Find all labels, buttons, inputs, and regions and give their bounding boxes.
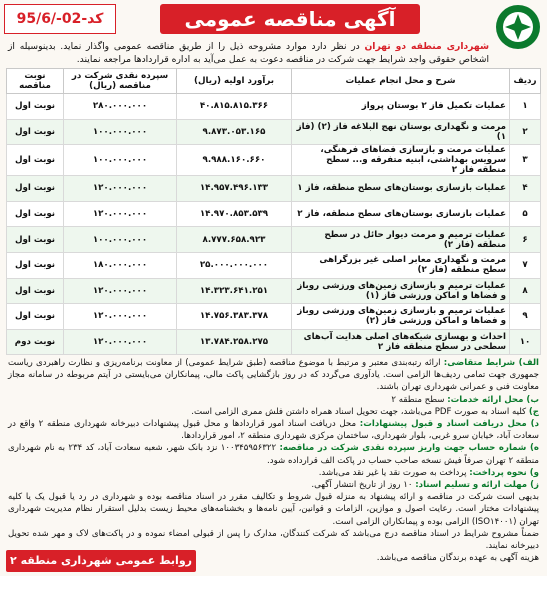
row-estimate: ۹.۹۸۸.۱۶۰.۶۶۰ [177, 145, 292, 176]
tender-table [6, 68, 541, 355]
terms-section [8, 357, 539, 564]
row-description: عملیات بازسازی بوستان‌های سطح منطقه، فاز ۱ [292, 176, 510, 202]
row-deposit: ۱۲۰.۰۰۰.۰۰۰ [64, 201, 177, 227]
row-index: ۶ [510, 227, 541, 253]
table-row [7, 94, 541, 120]
table-row [7, 329, 541, 355]
row-index: ۳ [510, 145, 541, 176]
term-heading: ب) محل ارائه خدمات: [447, 394, 539, 405]
row-deposit: ۲۸۰.۰۰۰.۰۰۰ [64, 94, 177, 120]
term-item [8, 394, 539, 406]
term-item [8, 467, 539, 479]
table-body [7, 94, 541, 355]
row-deposit: ۱۸۰.۰۰۰.۰۰۰ [64, 252, 177, 278]
row-estimate: ۲۵.۰۰۰.۰۰۰.۰۰۰ [177, 252, 292, 278]
term-item [8, 418, 539, 442]
table-row [7, 176, 541, 202]
row-round: نوبت اول [7, 304, 64, 330]
intro-paragraph [8, 40, 489, 66]
row-index: ۱ [510, 94, 541, 120]
row-index: ۵ [510, 201, 541, 227]
row-estimate: ۱۳.۷۸۴.۲۵۸.۲۷۵ [177, 329, 292, 355]
organization-name: شهرداری منطقه دو تهران [364, 41, 489, 52]
row-estimate: ۱۴.۷۵۶.۳۸۳.۳۷۸ [177, 304, 292, 330]
row-description: عملیات مرمت و بازسازی فضاهای فرهنگی، سرویس بهداشتی، ابنیه متفرقه و... سطح منطقه فاز ۲ [292, 145, 510, 176]
term-heading: و) نحوه پرداخت: [469, 467, 539, 478]
row-deposit: ۱۲۰.۰۰۰.۰۰۰ [64, 329, 177, 355]
term-text: ۱۰۰۳۴۵۹۵۶۳۲۲ نزد بانک شهر، شعبه سعادت آباد، کد ۲۳۴ به نام شهرداری منطقه ۲ تهران صرفاً فیش نسخه صاحب حساب در پاکت الف قرارداده شود. [8, 443, 539, 466]
term-item [8, 491, 539, 528]
header-deposit: سپرده نقدی شرکت در مناقصه (ریال) [64, 69, 177, 94]
row-round: نوبت اول [7, 227, 64, 253]
row-deposit: ۱۲۰.۰۰۰.۰۰۰ [64, 176, 177, 202]
row-description: عملیات ترمیم و مرمت دیوار حائل در سطح منطقه (فاز ۲) [292, 227, 510, 253]
table-row [7, 252, 541, 278]
row-estimate: ۹.۸۷۳.۰۵۳.۱۶۵ [177, 119, 292, 145]
row-description: احداث و بهسازی شبکه‌های اصلی هدایت آب‌های سطحی در سطح منطقه فاز ۲ [292, 329, 510, 355]
header-round: نوبت مناقصه [7, 69, 64, 94]
row-estimate: ۱۴.۳۲۳.۶۴۱.۲۵۱ [177, 278, 292, 304]
term-text: هزینه آگهی به عهده برندگان مناقصه می‌باشد. [376, 553, 539, 564]
row-description: مرمت و نگهداری بوستان نهج البلاغه فاز (۲) (فاز ۱) [292, 119, 510, 145]
table-row [7, 145, 541, 176]
row-estimate: ۸.۷۷۷.۶۵۸.۹۲۳ [177, 227, 292, 253]
ad-code: 95/6/-02-کد [4, 4, 116, 34]
municipality-logo-icon [493, 2, 543, 52]
header-index: ردیف [510, 69, 541, 94]
term-heading: ج) [528, 406, 539, 417]
row-index: ۴ [510, 176, 541, 202]
table-row [7, 227, 541, 253]
term-item [8, 528, 539, 552]
intro-text: در نظر دارد موارد مشروحه ذیل را از طریق مناقصه عمومی واگذار نماید. بدینوسیله از اشخاص حقوقی واجد شرایط جهت شرکت در مناقصه دعوت به عمل می‌آید به اداره قراردادها مراجعه نمایند. [8, 41, 489, 65]
header-description: شرح و محل انجام عملیات [292, 69, 510, 94]
row-description: مرمت و نگهداری معابر اصلی غیر بزرگراهی سطح منطقه (فاز ۲) [292, 252, 510, 278]
row-description: عملیات ترمیم و بازسازی زمین‌های ورزشی روباز و فضاها و اماکن ورزشی فاز (۲) [292, 304, 510, 330]
term-text: بدیهی است شرکت در مناقصه و ارائه پیشنهاد به منزله قبول شروط و تکالیف مقرر در اسناد مناقصه بوده و شهرداری در رد یا قبول یک یا کلیه پیشنهادات مختار است. رعایت اصول و موازین، الزامات و قوانین، آیین نامه‌ها و بخشنامه‌های محیط زیست بدلیل استقرار نظام مدیریت شهرداری تهران (ISO۱۴۰۰۱) الزامی بوده و پیمانکاران الزامی است. [8, 492, 539, 527]
table-row [7, 201, 541, 227]
row-estimate: ۴۰.۸۱۵.۸۱۵.۳۶۶ [177, 94, 292, 120]
row-round: نوبت اول [7, 145, 64, 176]
term-item [8, 442, 539, 466]
row-round: نوبت دوم [7, 329, 64, 355]
row-index: ۸ [510, 278, 541, 304]
term-text: ضمناً مشروح شرایط در اسناد مناقصه درج می‌باشد که شرکت کنندگان، مدارک را پس از قبولی امضاء نموده و در پاکت‌های لاک و مهر شده تحویل دبیرخانه نمایند. [8, 528, 539, 552]
term-item [8, 406, 539, 418]
row-index: ۱۰ [510, 329, 541, 355]
row-description: عملیات تکمیل فاز ۲ بوستان پرواز [292, 94, 510, 120]
term-heading: ه) شماره حساب جهت واریز سپرده نقدی شرکت در مناقصه: [279, 443, 539, 454]
row-estimate: ۱۴.۹۵۷.۴۹۶.۱۳۳ [177, 176, 292, 202]
table-header-row [7, 69, 541, 94]
term-text: سطح منطقه ۲ [391, 394, 445, 405]
row-index: ۲ [510, 119, 541, 145]
term-heading: ز) مهلت ارائه و تسلیم اسناد: [415, 480, 539, 491]
table-row [7, 119, 541, 145]
term-item [8, 357, 539, 394]
row-deposit: ۱۰۰.۰۰۰.۰۰۰ [64, 119, 177, 145]
row-round: نوبت اول [7, 119, 64, 145]
row-round: نوبت اول [7, 176, 64, 202]
row-deposit: ۱۰۰.۰۰۰.۰۰۰ [64, 227, 177, 253]
term-text: پرداخت به صورت نقد یا غیر نقد می‌باشد. [318, 467, 467, 478]
row-estimate: ۱۴.۹۷۰.۸۵۳.۵۳۹ [177, 201, 292, 227]
term-item [8, 479, 539, 491]
term-text: کلیه اسناد به صورت PDF می‌باشد، جهت تحویل اسناد همراه داشتن فلش ممری الزامی است. [191, 406, 527, 417]
header-estimate: برآورد اولیه (ریال) [177, 69, 292, 94]
term-heading: د) محل دریافت اسناد و قبول پیشنهادات: [359, 419, 539, 430]
row-description: عملیات بازسازی بوستان‌های سطح منطقه، فاز ۲ [292, 201, 510, 227]
term-text: محل دریافت اسناد امور قراردادها و محل قبول پیشنهادات دبیرخانه شهرداری منطقه ۲ واقع در سعادت آباد، خیابان سرو غربی، بلوار شهرداری، ساختمان مرکزی شهرداری منطقه ۲، امور قراردادها. [8, 419, 539, 442]
row-deposit: ۱۲۰.۰۰۰.۰۰۰ [64, 304, 177, 330]
term-text: ۱۰ روز از تاریخ انتشار آگهی. [311, 480, 413, 491]
row-round: نوبت اول [7, 201, 64, 227]
table-row [7, 304, 541, 330]
row-description: عملیات ترمیم و بازسازی زمین‌های ورزشی روباز و فضاها و اماکن ورزشی فاز (۱) [292, 278, 510, 304]
row-round: نوبت اول [7, 94, 64, 120]
row-index: ۷ [510, 252, 541, 278]
header [0, 0, 547, 40]
row-round: نوبت اول [7, 252, 64, 278]
table-row [7, 278, 541, 304]
term-heading: الف) شرایط متقاضی: [443, 358, 539, 368]
footer-signature: روابط عمومی شهرداری منطقه ۲ تهران [6, 550, 196, 572]
row-round: نوبت اول [7, 278, 64, 304]
row-deposit: ۱۲۰.۰۰۰.۰۰۰ [64, 278, 177, 304]
term-text: ارائه رتبه‌بندی معتبر و مرتبط با موضوع مناقصه (طبق شرایط عمومی) از معاونت برنامه‌ریزی و نظارت راهبردی ریاست جمهوری جهت تمامی ردیف‌ها الزامی است. یادآوری می‌گردد که در روز بازگشایی پاکت مالی، پیمانکاران می‌بایستی در آیتم مربوطه در سامانه مجاز معاونت فنی و عمرانی شهرداری تهران باشند. [8, 358, 539, 393]
ad-title: آگهی مناقصه عمومی [160, 4, 420, 34]
row-index: ۹ [510, 304, 541, 330]
row-deposit: ۱۰۰.۰۰۰.۰۰۰ [64, 145, 177, 176]
